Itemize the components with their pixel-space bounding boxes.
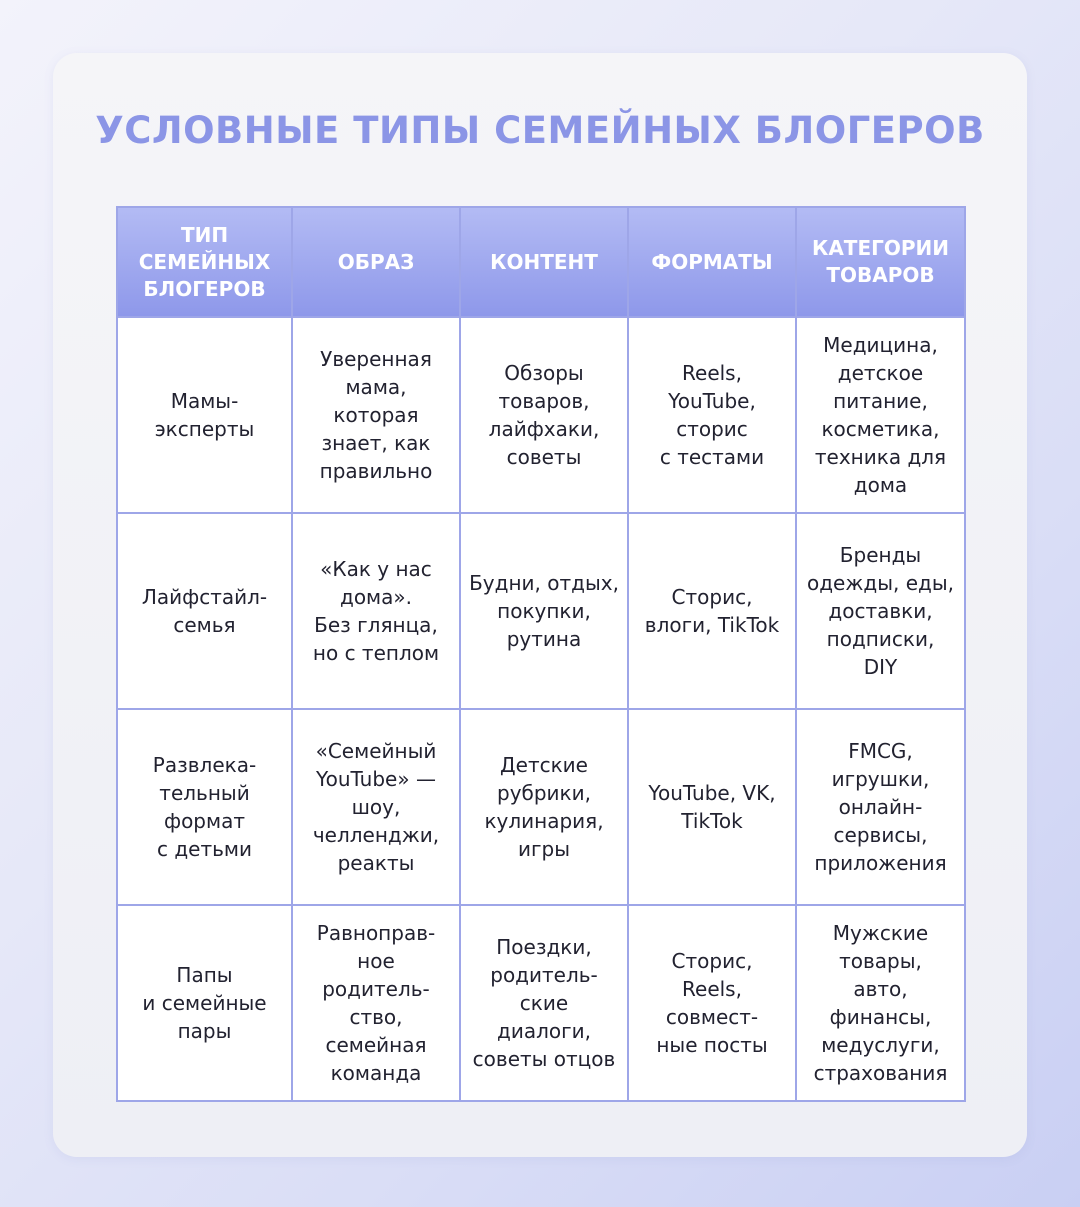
table-cell: Обзоры товаров, лайфхаки, советы bbox=[460, 317, 628, 513]
table-cell: Медицина, детское питание, косметика, техника для дома bbox=[796, 317, 965, 513]
table-cell: Развлека- тельный формат с детьми bbox=[117, 709, 292, 905]
table-row bbox=[117, 513, 965, 709]
table-cell: Будни, отдых, покупки, рутина bbox=[460, 513, 628, 709]
table-header-row bbox=[117, 207, 965, 317]
table-cell: Сторис, Reels, совмест- ные посты bbox=[628, 905, 796, 1101]
table-cell: Детские рубрики, кулинария, игры bbox=[460, 709, 628, 905]
table-cell: FMCG, игрушки, онлайн- сервисы, приложения bbox=[796, 709, 965, 905]
blogger-types-table bbox=[116, 206, 966, 1102]
table-cell: Поездки, родитель- ские диалоги, советы отцов bbox=[460, 905, 628, 1101]
header-categories: КАТЕГОРИИ ТОВАРОВ bbox=[796, 207, 965, 317]
header-image: ОБРАЗ bbox=[292, 207, 460, 317]
table-cell: «Как у нас дома». Без глянца, но с теплом bbox=[292, 513, 460, 709]
table-cell: Папы и семейные пары bbox=[117, 905, 292, 1101]
table-cell: Мужские товары, авто, финансы, медуслуги, страхования bbox=[796, 905, 965, 1101]
table-row bbox=[117, 709, 965, 905]
table-row bbox=[117, 905, 965, 1101]
table-cell: Reels, YouTube, сторис с тестами bbox=[628, 317, 796, 513]
table-cell: YouTube, VK, TikTok bbox=[628, 709, 796, 905]
table-cell: Бренды одежды, еды, доставки, подписки, DIY bbox=[796, 513, 965, 709]
table-cell: Уверенная мама, которая знает, как правильно bbox=[292, 317, 460, 513]
table-cell: Мамы- эксперты bbox=[117, 317, 292, 513]
header-content: КОНТЕНТ bbox=[460, 207, 628, 317]
table-cell: Лайфстайл- семья bbox=[117, 513, 292, 709]
header-type: ТИП СЕМЕЙНЫХ БЛОГЕРОВ bbox=[117, 207, 292, 317]
table-cell: Равноправ- ное родитель- ство, семейная команда bbox=[292, 905, 460, 1101]
table-cell: «Семейный YouTube» — шоу, челленджи, реакты bbox=[292, 709, 460, 905]
table-row bbox=[117, 317, 965, 513]
table-cell: Сторис, влоги, TikTok bbox=[628, 513, 796, 709]
header-formats: ФОРМАТЫ bbox=[628, 207, 796, 317]
page-title: УСЛОВНЫЕ ТИПЫ СЕМЕЙНЫХ БЛОГЕРОВ bbox=[95, 109, 985, 152]
